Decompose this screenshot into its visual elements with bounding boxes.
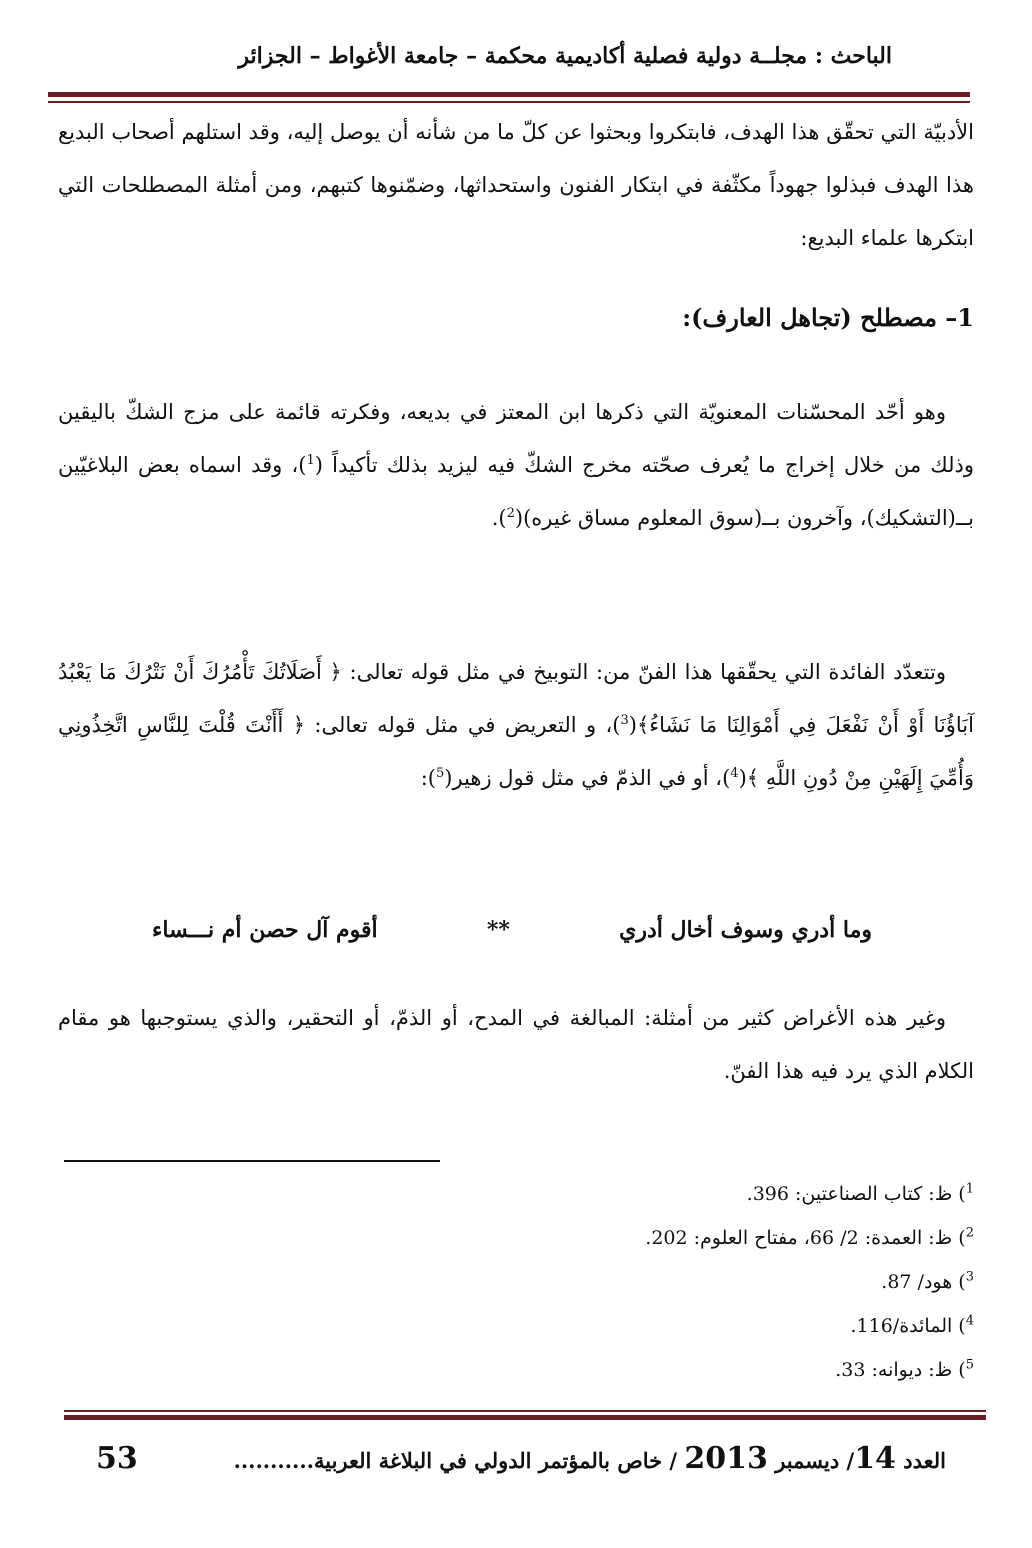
footnote-ref-5: 5 <box>436 766 445 781</box>
intro-paragraph <box>58 106 974 265</box>
footnote-item <box>58 1304 974 1348</box>
footer-year: 2013 <box>684 1440 768 1476</box>
benefits-text-4: ): <box>420 766 437 790</box>
footnote-ref-3: 3 <box>620 713 629 728</box>
verse-second-hemistich: أقوم آل حصن أم نـــساء <box>152 917 378 943</box>
footnote-ref-2: 2 <box>506 506 515 521</box>
footer-issue-info <box>234 1441 946 1476</box>
footer-issue-label: العدد <box>903 1447 946 1473</box>
footnote-item <box>58 1260 974 1304</box>
footnote-text: ) ظ: ديوانه: 33. <box>835 1359 966 1381</box>
closing-paragraph <box>58 992 974 1098</box>
definition-text-1: وهو أحّد المحسّنات المعنويّة التي ذكرها ابن المعتز في بديعه، وفكرته قائمة على مزج الشكّ باليقين وذلك من خلال إخراج ما يُعرف صحّته مخرج الشكّ فيه ليزيد بذلك تأكيداً ( <box>58 400 975 477</box>
footer-rule-thick <box>64 1415 986 1420</box>
footnote-text: ) المائدة/116. <box>850 1315 966 1337</box>
footnote-item <box>58 1216 974 1260</box>
footnote-number: 1 <box>965 1181 974 1197</box>
footnote-text: ) ظ: كتاب الصناعتين: 396. <box>746 1183 966 1205</box>
poetry-verse <box>152 908 872 952</box>
footnote-ref-1: 1 <box>306 453 315 468</box>
footer-month: / ديسمبر <box>775 1447 855 1473</box>
footnote-number: 4 <box>965 1313 974 1329</box>
definition-text-3: ). <box>491 506 507 530</box>
benefits-text-2: )، و التعريض في مثل قوله تعالى: ﴿ أَأَنْتَ قُلْتَ لِلنَّاسِ اتَّخِذُونِي وَأُمِّيَ إِلَهَيْنِ مِنْ دُونِ اللَّهِ ﴾( <box>58 713 974 790</box>
definition-paragraph <box>58 386 974 545</box>
intro-text: الأدبيّة التي تحقّق هذا الهدف، فابتكروا وبحثوا عن كلّ ما من شأنه أن يوصل إليه، وقد استلهم أصحاب البديع هذا الهدف فبذلوا جهوداً مكثّفة في ابتكار الفنون واستحداثها، وضمّنوها كتبهم، ومن أمثلة المصطلحات التي ابتكرها علماء البديع: <box>58 120 974 250</box>
footnote-text: ) هود/ 87. <box>881 1271 966 1293</box>
verse-first-hemistich: وما أدري وسوف أخال أدري <box>619 917 872 943</box>
footnote-item <box>58 1348 974 1392</box>
section-heading: 1– مصطلح (تجاهل العارف): <box>682 303 974 332</box>
footnote-number: 3 <box>965 1269 974 1285</box>
footer-description: / خاص بالمؤتمر الدولي في البلاغة العربية........... <box>233 1447 678 1473</box>
footnote-separator <box>64 1160 440 1162</box>
running-header: الباحث : مجلــة دولية فصلية أكاديمية محكمة – جامعة الأغواط – الجزائر <box>238 43 892 69</box>
header-rule-thin <box>48 101 970 103</box>
footnote-ref-4: 4 <box>730 766 739 781</box>
header-rule-thick <box>48 92 970 97</box>
page-number: 53 <box>96 1440 138 1476</box>
footnote-number: 5 <box>965 1357 974 1373</box>
definition-text-2: )، وقد اسماه بعض البلاغيّين بــ(التشكيك)، وآخرون بــ(سوق المعلوم مساق غيره)( <box>58 453 974 530</box>
benefits-paragraph <box>58 646 974 805</box>
benefits-text-3: )، أو في الذمّ في مثل قول زهير( <box>444 766 731 790</box>
footer-rule-thin <box>64 1410 986 1412</box>
closing-text: وغير هذه الأغراض كثير من أمثلة: المبالغة في المدح، أو الذمّ، أو التحقير، والذي يستوجبها هو مقام الكلام الذي يرد فيه هذا الفنّ. <box>58 1006 974 1083</box>
footnote-number: 2 <box>965 1225 974 1241</box>
verse-separator: ** <box>486 917 510 943</box>
footnotes-list <box>58 1172 974 1392</box>
footer-issue-number: 14 <box>854 1440 896 1476</box>
footnote-text: ) ظ: العمدة: 2/ 66، مفتاح العلوم: 202. <box>645 1227 966 1249</box>
footnote-item <box>58 1172 974 1216</box>
page-footer <box>96 1434 946 1482</box>
benefits-text-1: وتتعدّد الفائدة التي يحقّقها هذا الفنّ من: التوبيخ في مثل قوله تعالى: ﴿ أَصَلَاتُكَ تَأْمُرُكَ أَنْ نَتْرُكَ مَا يَعْبُدُ آبَاؤُنَا أَوْ أَنْ نَفْعَلَ فِي أَمْوَالِنَا مَا نَشَاءُ﴾( <box>58 660 974 737</box>
